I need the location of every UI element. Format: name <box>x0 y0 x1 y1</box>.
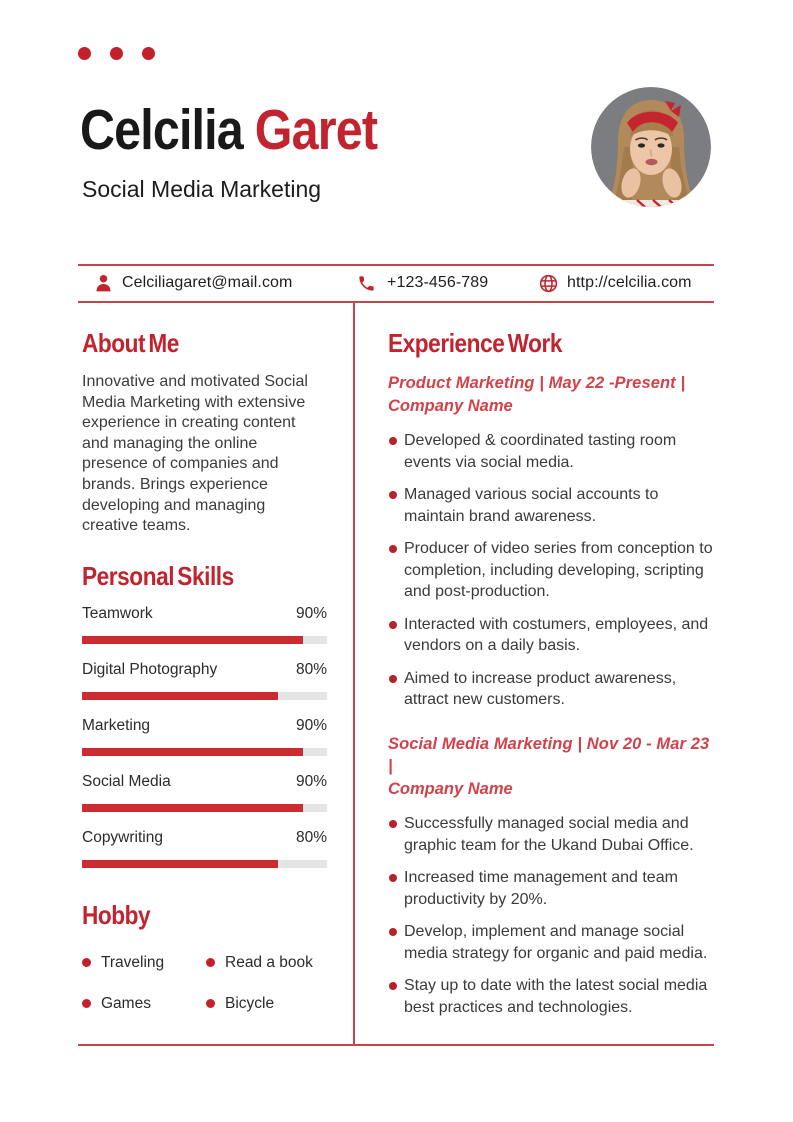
job-bullet-text: Aimed to increase product awareness, attract new customers. <box>404 669 677 708</box>
job-bullet-text: Interacted with costumers, employees, and vendors on a daily basis. <box>404 615 709 654</box>
bullet-icon <box>389 437 397 445</box>
job-bullet <box>388 975 716 1018</box>
bullet-icon <box>206 999 215 1008</box>
bullet-icon <box>389 982 397 990</box>
skill-row <box>82 829 327 868</box>
bullet-icon <box>206 958 215 967</box>
hobby-item <box>206 952 330 974</box>
skill-label: Teamwork <box>82 604 153 622</box>
job-bullet <box>388 484 716 527</box>
job-bullet <box>388 668 716 711</box>
hobby-heading: Hobby <box>82 899 151 930</box>
hobby-item <box>82 952 206 974</box>
skill-row <box>82 605 327 644</box>
skill-label: Copywriting <box>82 828 163 846</box>
hobby-label: Traveling <box>101 953 165 971</box>
skill-label: Digital Photography <box>82 660 218 678</box>
dot-icon <box>78 47 91 60</box>
contact-website-text: http://celcilia.com <box>567 274 692 291</box>
skill-percentage: 80% <box>295 660 327 678</box>
candidate-job-title: Social Media Marketing <box>82 176 322 202</box>
job-bullet-list <box>388 430 716 711</box>
contact-email-text: Celciliagaret@mail.com <box>122 274 293 291</box>
bullet-icon <box>389 621 397 629</box>
skill-label: Marketing <box>82 716 151 734</box>
job-bullet-text: Producer of video series from conception to completion, including developing, scripting and post-production. <box>404 540 713 600</box>
content-bottom-rule <box>78 1044 714 1046</box>
hobby-list <box>82 952 330 1015</box>
hobby-label: Read a book <box>225 953 313 971</box>
hobby-label: Games <box>101 994 151 1012</box>
contact-phone <box>357 270 488 296</box>
skill-row <box>82 773 327 812</box>
job-bullet <box>388 813 716 856</box>
candidate-last-name: Garet <box>254 98 378 162</box>
profile-photo <box>591 87 711 207</box>
job-bullet <box>388 430 716 473</box>
skill-bar-track <box>82 860 327 868</box>
candidate-first-name: Celcilia <box>80 98 243 162</box>
job-bullet-text: Increased time management and team productivity by 20%. <box>404 869 678 908</box>
about-heading: About Me <box>82 328 179 358</box>
skill-row <box>82 661 327 700</box>
bullet-icon <box>389 928 397 936</box>
job-bullet-text: Developed & coordinated tasting room events via social media. <box>404 432 677 471</box>
skill-percentage: 80% <box>295 828 327 846</box>
job-bullet <box>388 538 716 603</box>
portrait-illustration <box>591 87 711 207</box>
about-text: Innovative and motivated Social Media Marketing with extensive experience in creating content and managing the online presence of companies and brands. Brings experience developing and managing creative teams. <box>82 373 308 535</box>
bullet-icon <box>389 675 397 683</box>
contact-bar-top-rule <box>78 264 714 266</box>
skill-bar-fill <box>82 636 303 644</box>
skill-bar-fill <box>82 748 303 756</box>
contact-email <box>93 270 293 296</box>
job-bullet-text: Develop, implement and manage social media strategy for organic and paid media. <box>404 923 708 962</box>
skill-percentage: 90% <box>295 604 327 622</box>
hobby-label: Bicycle <box>225 994 275 1012</box>
job-bullet-text: Managed various social accounts to maintain brand awareness. <box>404 486 659 525</box>
contact-phone-text: +123-456-789 <box>387 274 489 291</box>
skills-heading: Personal Skills <box>82 560 234 591</box>
bullet-icon <box>389 491 397 499</box>
skill-bar-fill <box>82 804 303 812</box>
experience-heading: Experience Work <box>388 328 563 358</box>
bullet-icon <box>389 820 397 828</box>
bullet-icon <box>82 999 91 1008</box>
skill-bar-fill <box>82 860 278 868</box>
job-bullet <box>388 867 716 910</box>
candidate-name <box>80 99 377 161</box>
job-bullet-text: Stay up to date with the latest social media best practices and technologies. <box>404 977 708 1016</box>
job-bullet-list <box>388 813 716 1018</box>
phone-icon <box>357 274 376 293</box>
job-bullet <box>388 921 716 964</box>
person-icon <box>93 273 114 294</box>
job-bullet-text: Successfully managed social media and graphic team for the Ukand Dubai Office. <box>404 815 694 854</box>
left-column <box>82 328 330 1015</box>
contact-bar-bottom-rule <box>78 301 714 303</box>
hobby-item <box>206 993 330 1015</box>
bullet-icon <box>389 545 397 553</box>
bullet-icon <box>389 874 397 882</box>
bullet-icon <box>82 958 91 967</box>
skill-percentage: 90% <box>295 772 327 790</box>
job-company: Company Name <box>388 779 513 798</box>
hobby-item <box>82 993 206 1015</box>
column-divider <box>353 303 355 1044</box>
dot-icon <box>142 47 155 60</box>
job-title: Social Media Marketing | Nov 20 - Mar 23 | <box>388 734 710 775</box>
skill-bar-track <box>82 804 327 812</box>
skill-bar-fill <box>82 692 278 700</box>
decorative-dots <box>78 47 155 60</box>
job-company: Company Name <box>388 396 513 415</box>
skill-bar-track <box>82 636 327 644</box>
skill-label: Social Media <box>82 772 171 790</box>
skill-bar-track <box>82 692 327 700</box>
skill-row <box>82 717 327 756</box>
right-column <box>388 328 716 1029</box>
dot-icon <box>110 47 123 60</box>
job-bullet <box>388 614 716 657</box>
job-title: Product Marketing | May 22 -Present | <box>388 374 686 392</box>
skill-bar-track <box>82 748 327 756</box>
globe-icon <box>538 273 559 294</box>
skill-percentage: 90% <box>295 716 327 734</box>
contact-website <box>538 270 692 296</box>
